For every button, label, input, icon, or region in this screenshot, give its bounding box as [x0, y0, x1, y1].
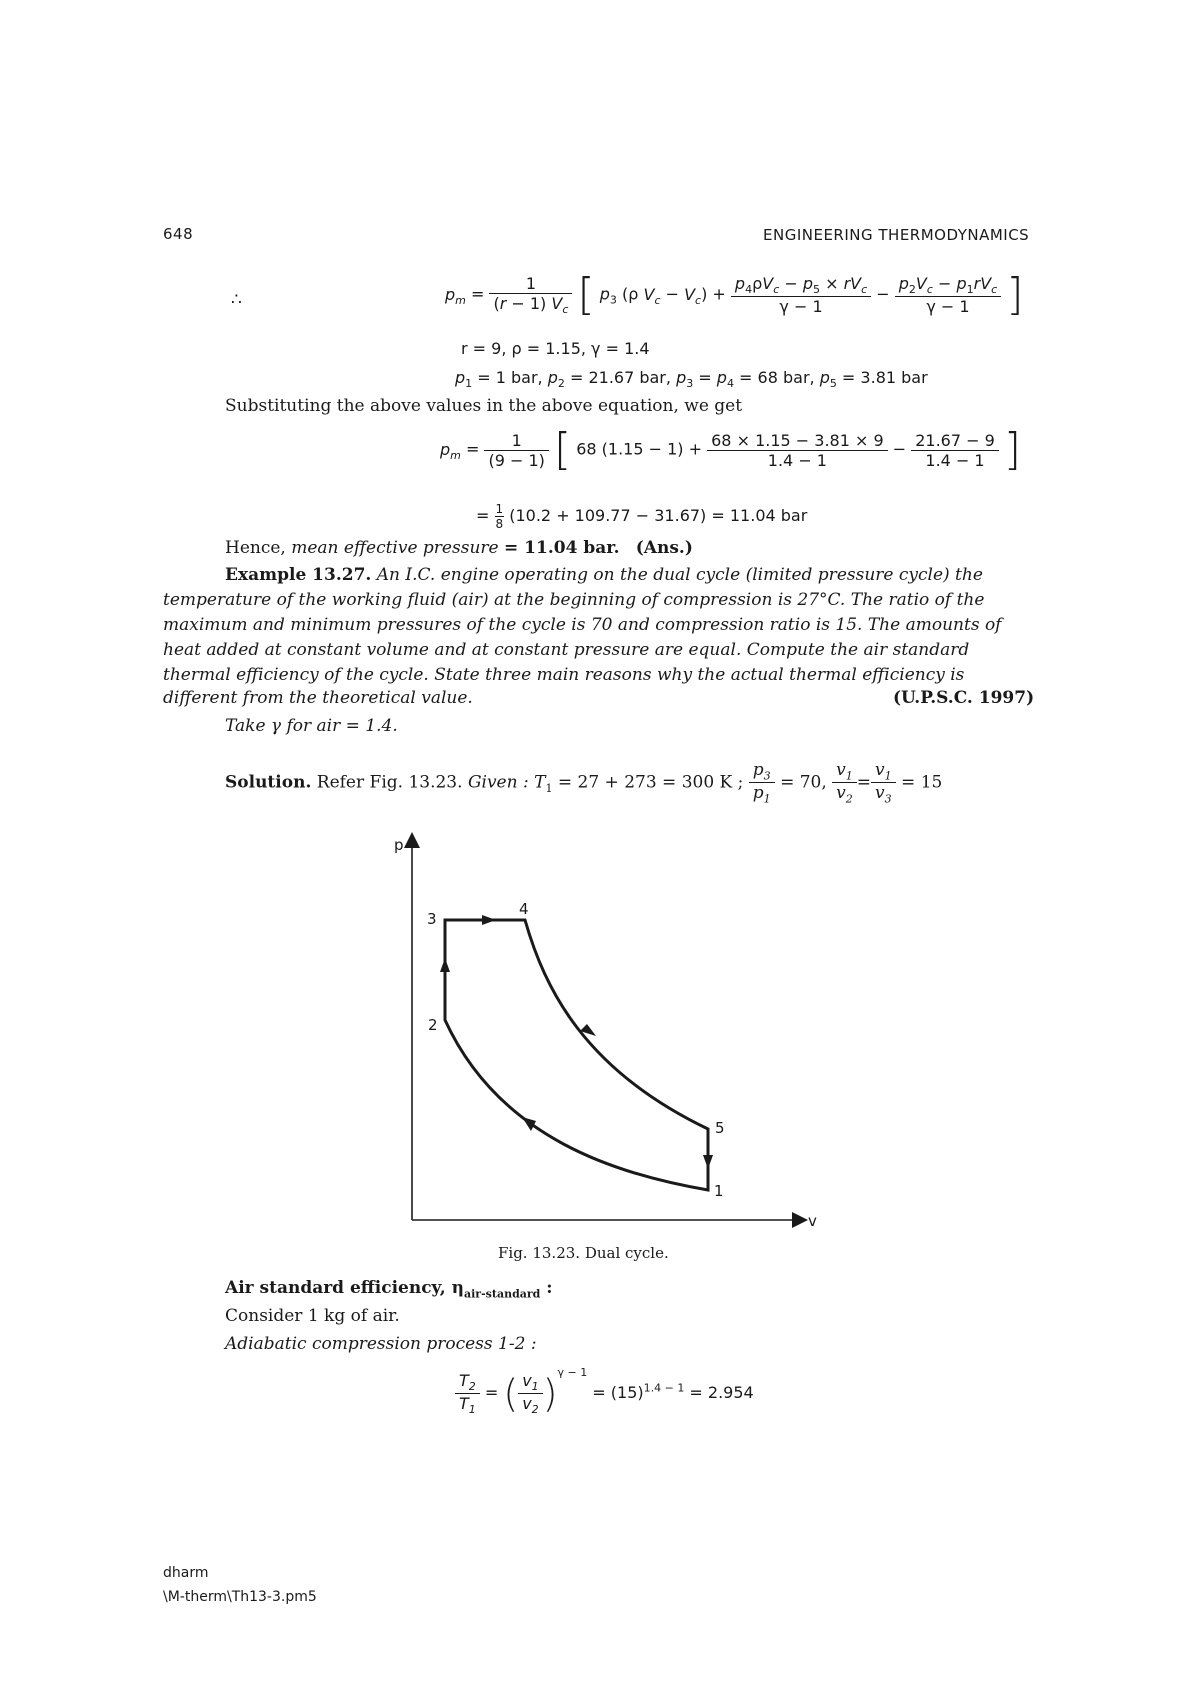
arrow-5-1 — [703, 1155, 713, 1169]
dual-cycle-diagram — [390, 830, 830, 1230]
process-heading: Adiabatic compression process 1-2 : — [225, 1334, 537, 1354]
figure-caption: Fig. 13.23. Dual cycle. — [498, 1244, 669, 1262]
example-line-2: temperature of the working fluid (air) at the beginning of compression is 27°C. The ratio of the — [163, 590, 985, 610]
air-standard-colon: : — [540, 1278, 553, 1298]
take-gamma: Take γ for air = 1.4. — [225, 716, 398, 736]
point-4-label: 4 — [519, 900, 529, 918]
air-standard-subscript: air-standard — [464, 1287, 541, 1301]
v-axis-label: v — [808, 1212, 817, 1230]
footer-line-1: dharm — [163, 1565, 209, 1581]
air-standard-title: Air standard efficiency, η — [225, 1278, 464, 1298]
answer-tag: (Ans.) — [635, 538, 693, 558]
arrow-3-4 — [482, 915, 496, 925]
example-line-6: different from the theoretical value. — [163, 688, 473, 708]
point-3-label: 3 — [427, 910, 437, 928]
therefore-symbol: ∴ — [231, 290, 242, 310]
p-axis-label: p — [394, 836, 404, 854]
running-title: ENGINEERING THERMODYNAMICS — [763, 226, 1030, 244]
substitute-text: Substituting the above values in the above equation, we get — [225, 396, 743, 416]
arrow-2-3 — [440, 958, 450, 972]
exam-source: (U.P.S.C. 1997) — [893, 688, 1035, 708]
hence-prefix: Hence, — [225, 538, 292, 558]
hence-line — [225, 538, 693, 558]
consider-text: Consider 1 kg of air. — [225, 1306, 400, 1326]
page-number: 648 — [163, 225, 194, 243]
equation-pm-result: = $\frac{1}{8}$ (10.2 + 109.77 − 31.67) = 11.04 bar — [476, 502, 808, 531]
hence-label: mean effective pressure — [291, 538, 499, 558]
solution-given: Given : — [467, 772, 529, 793]
example-line-1 — [163, 563, 1041, 588]
result-expression: (10.2 + 109.77 − 31.67) = 11.04 bar — [509, 506, 808, 525]
equation-pm-general: $p_m$ = $\frac{1}{(r - 1) V_c}$ [ $p_3$ (ρ $V_c - V_c$) + $\frac{p_4\rho V_c - p_5 \times rV_c}{\gamma - 1}$ − $\frac{p_2V_c - p_1rV_c}{\gamma - 1}$ ] — [445, 269, 1024, 320]
point-2-label: 2 — [428, 1016, 438, 1034]
point-1-label: 1 — [714, 1182, 724, 1200]
solution-refer: Refer Fig. 13.23. — [316, 772, 463, 793]
hence-value: = 11.04 bar. — [504, 538, 620, 558]
cycle-path — [445, 920, 708, 1190]
example-line-3: maximum and minimum pressures of the cycle is 70 and compression ratio is 15. The amounts of — [163, 615, 1002, 635]
point-5-label: 5 — [715, 1119, 725, 1137]
equation-t2-t1: $\frac{T_2}{T_1}$ = ( $\frac{v_1}{v_2}$ )$^{\gamma - 1} = (15)^{1.4 - 1} = 2.954$ — [455, 1366, 754, 1416]
equation-pm-numeric: $p_m$ = $\frac{1}{(9 - 1)}$ [ 68 (1.15 − 1) + $\frac{68 \times 1.15 - 3.81 \times 9}{1.4 - 1}$ − $\frac{21.67 - 9}{1.4 - 1}$ ] — [440, 424, 1022, 475]
example-line-4: heat added at constant volume and at constant pressure are equal. Compute the air standard — [163, 640, 970, 660]
solution-line: Solution. Refer Fig. 13.23. Given : $T_1 = 27 + 273 = 300$ K ; $\frac{p_3}{p_1}$ = 70, $\frac{v_1}{v_2}$ = $\frac{v_1}{v_3}$ = 15 — [225, 760, 943, 806]
t-ratio-result: = 2.954 — [689, 1383, 754, 1402]
example-line-5: thermal efficiency of the cycle. State three main reasons why the actual thermal efficiency is — [163, 665, 965, 685]
given-line-1: r = 9, ρ = 1.15, γ = 1.4 — [461, 339, 650, 358]
air-standard-heading — [225, 1278, 553, 1300]
solution-label: Solution. — [225, 772, 312, 793]
example-title: Example 13.27. — [225, 565, 372, 585]
given-line-2: $p_1 = 1$ bar, $p_2 = 21.67$ bar, $p_3 = p_4 = 68$ bar, $p_5 = 3.81$ bar — [455, 368, 928, 391]
arrow-1-2 — [522, 1117, 536, 1131]
example-text-1: An I.C. engine operating on the dual cycle (limited pressure cycle) the — [376, 565, 983, 585]
footer-line-2: \M-therm\Th13-3.pm5 — [163, 1589, 317, 1605]
